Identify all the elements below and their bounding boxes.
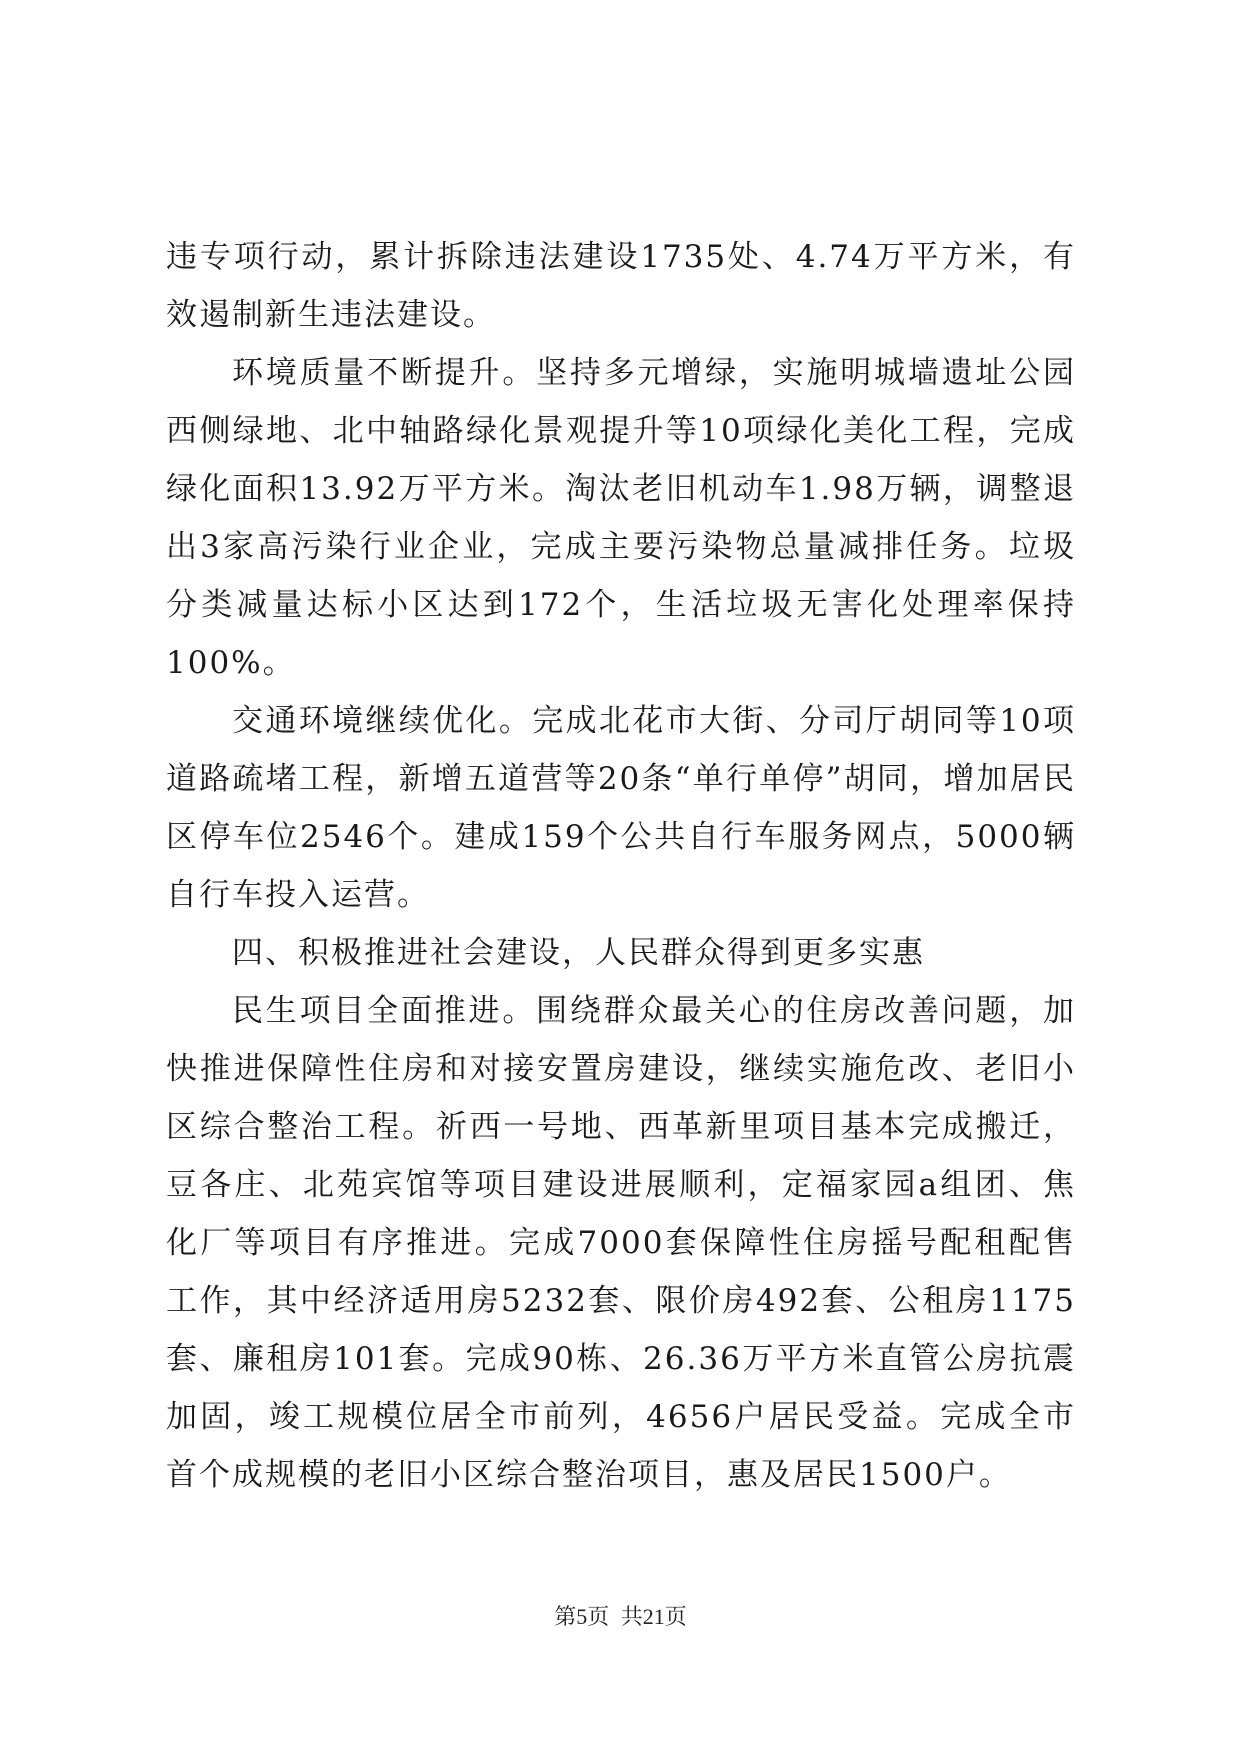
document-body bbox=[166, 228, 1076, 1504]
page-footer bbox=[0, 1600, 1241, 1631]
section-heading: 四、积极推进社会建设，人民群众得到更多实惠 bbox=[232, 935, 925, 971]
paragraph-continuation: 违专项行动，累计拆除违法建设1735处、4.74万平方米，有效遏制新生违法建设。 bbox=[166, 239, 1076, 333]
page-total: 共21页 bbox=[620, 1604, 687, 1629]
paragraph-traffic-environment: 交通环境继续优化。完成北花市大街、分司厅胡同等10项道路疏堵工程，新增五道营等20条“单行单停”胡同，增加居民区停车位2546个。建成159个公共自行车服务网点，5000辆自行车投入运营。 bbox=[166, 703, 1076, 913]
paragraph-environment-quality: 环境质量不断提升。坚持多元增绿，实施明城墙遗址公园西侧绿地、北中轴路绿化景观提升等10项绿化美化工程，完成绿化面积13.92万平方米。淘汰老旧机动车1.98万辆，调整退出3家高污染行业企业，完成主要污染物总量减排任务。垃圾分类减量达标小区达到172个，生活垃圾无害化处理率保持100%。 bbox=[166, 355, 1076, 681]
paragraph-livelihood-projects: 民生项目全面推进。围绕群众最关心的住房改善问题，加快推进保障性住房和对接安置房建设，继续实施危改、老旧小区综合整治工程。祈西一号地、西革新里项目基本完成搬迁，豆各庄、北苑宾馆等项目建设进展顺利，定福家园a组团、焦化厂等项目有序推进。完成7000套保障性住房摇号配租配售工作，其中经济适用房5232套、限价房492套、公租房1175套、廉租房101套。完成90栋、26.36万平方米直管公房抗震加固，竣工规模位居全市前列，4656户居民受益。完成全市首个成规模的老旧小区综合整治项目，惠及居民1500户。 bbox=[166, 993, 1076, 1493]
page-number: 第5页 bbox=[554, 1604, 610, 1629]
